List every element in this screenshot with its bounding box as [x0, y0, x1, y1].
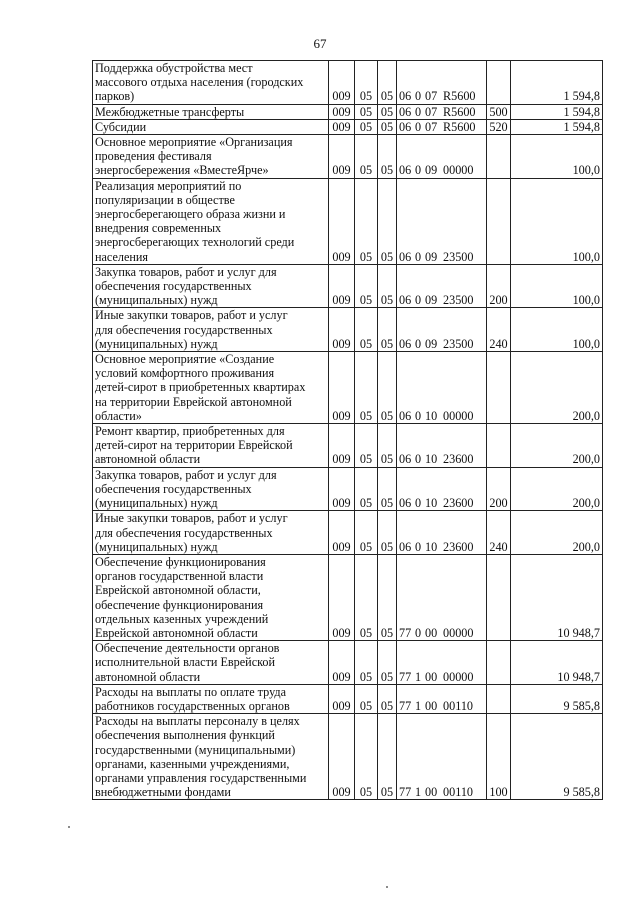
- scan-speck: [386, 886, 388, 888]
- row-name: Иные закупки товаров, работ и услуг для обеспечения государственных (муниципальных) нужд: [93, 511, 329, 555]
- amount: 10 948,7: [511, 641, 603, 685]
- admin-code: 009: [329, 264, 355, 308]
- subsection-code: 05: [378, 178, 397, 264]
- subsection-code: 05: [378, 511, 397, 555]
- target-article-code: 06 0 07 R5600: [397, 61, 487, 105]
- admin-code: 009: [329, 308, 355, 352]
- target-article-code: 77 1 00 00110: [397, 714, 487, 800]
- admin-code: 009: [329, 511, 355, 555]
- amount: 100,0: [511, 264, 603, 308]
- amount: 100,0: [511, 135, 603, 179]
- row-name: Иные закупки товаров, работ и услуг для обеспечения государственных (муниципальных) нужд: [93, 308, 329, 352]
- section-code: 05: [355, 264, 378, 308]
- section-code: 05: [355, 104, 378, 119]
- amount: 1 594,8: [511, 104, 603, 119]
- amount: 200,0: [511, 352, 603, 424]
- subsection-code: 05: [378, 554, 397, 640]
- section-code: 05: [355, 467, 378, 511]
- subsection-code: 05: [378, 264, 397, 308]
- target-article-code: 06 0 10 23600: [397, 511, 487, 555]
- subsection-code: 05: [378, 424, 397, 468]
- row-name: Ремонт квартир, приобретенных для детей-сирот на территории Еврейской автономной области: [93, 424, 329, 468]
- table-row: [93, 641, 603, 685]
- admin-code: 009: [329, 119, 355, 134]
- expense-type-code: 240: [487, 511, 511, 555]
- row-name: Закупка товаров, работ и услуг для обеспечения государственных (муниципальных) нужд: [93, 264, 329, 308]
- target-article-code: 06 0 09 23500: [397, 264, 487, 308]
- table-row: [93, 119, 603, 134]
- target-article-code: 77 1 00 00110: [397, 684, 487, 713]
- row-name: Основное мероприятие «Организация проведения фестиваля энергосбережения «ВместеЯрче»: [93, 135, 329, 179]
- target-article-code: 77 0 00 00000: [397, 554, 487, 640]
- expense-type-code: 500: [487, 104, 511, 119]
- amount: 1 594,8: [511, 119, 603, 134]
- section-code: 05: [355, 511, 378, 555]
- row-name: Расходы на выплаты персоналу в целях обеспечения выполнения функций государственными (муниципальными) органами, казенными учреждениями, органами управления государственными внебюджетными фондами: [93, 714, 329, 800]
- target-article-code: 06 0 10 23600: [397, 467, 487, 511]
- expense-type-code: 240: [487, 308, 511, 352]
- budget-table: [92, 60, 603, 800]
- admin-code: 009: [329, 424, 355, 468]
- expense-type-code: 200: [487, 467, 511, 511]
- row-name: Поддержка обустройства мест массового отдыха населения (городских парков): [93, 61, 329, 105]
- section-code: 05: [355, 424, 378, 468]
- amount: 200,0: [511, 511, 603, 555]
- amount: 200,0: [511, 467, 603, 511]
- amount: 200,0: [511, 424, 603, 468]
- table-row: [93, 714, 603, 800]
- subsection-code: 05: [378, 119, 397, 134]
- amount: 9 585,8: [511, 714, 603, 800]
- admin-code: 009: [329, 641, 355, 685]
- table-row: [93, 352, 603, 424]
- admin-code: 009: [329, 714, 355, 800]
- section-code: 05: [355, 61, 378, 105]
- expense-type-code: [487, 178, 511, 264]
- expense-type-code: [487, 135, 511, 179]
- expense-type-code: [487, 424, 511, 468]
- row-name: Обеспечение деятельности органов исполнительной власти Еврейской автономной области: [93, 641, 329, 685]
- expense-type-code: 520: [487, 119, 511, 134]
- page-number: 67: [313, 36, 327, 51]
- amount: 10 948,7: [511, 554, 603, 640]
- admin-code: 009: [329, 178, 355, 264]
- subsection-code: 05: [378, 104, 397, 119]
- table-row: [93, 684, 603, 713]
- section-code: 05: [355, 178, 378, 264]
- section-code: 05: [355, 308, 378, 352]
- subsection-code: 05: [378, 352, 397, 424]
- amount: 9 585,8: [511, 684, 603, 713]
- section-code: 05: [355, 684, 378, 713]
- subsection-code: 05: [378, 467, 397, 511]
- section-code: 05: [355, 352, 378, 424]
- row-name: Основное мероприятие «Создание условий комфортного проживания детей-сирот в приобретенных квартирах на территории Еврейской автономной области»: [93, 352, 329, 424]
- table-row: [93, 264, 603, 308]
- target-article-code: 06 0 07 R5600: [397, 119, 487, 134]
- admin-code: 009: [329, 467, 355, 511]
- target-article-code: 06 0 09 23500: [397, 308, 487, 352]
- subsection-code: 05: [378, 641, 397, 685]
- amount: 100,0: [511, 178, 603, 264]
- target-article-code: 77 1 00 00000: [397, 641, 487, 685]
- expense-type-code: 100: [487, 714, 511, 800]
- admin-code: 009: [329, 135, 355, 179]
- target-article-code: 06 0 09 23500: [397, 178, 487, 264]
- scan-speck: [68, 826, 70, 828]
- expense-type-code: [487, 61, 511, 105]
- row-name: Межбюджетные трансферты: [93, 104, 329, 119]
- row-name: Обеспечение функционирования органов государственной власти Еврейской автономной области, обеспечение функционирования отдельных казенных учреждений Еврейской автономной области: [93, 554, 329, 640]
- table-row: [93, 178, 603, 264]
- section-code: 05: [355, 119, 378, 134]
- subsection-code: 05: [378, 61, 397, 105]
- table-row: [93, 61, 603, 105]
- subsection-code: 05: [378, 135, 397, 179]
- section-code: 05: [355, 135, 378, 179]
- expense-type-code: [487, 352, 511, 424]
- section-code: 05: [355, 714, 378, 800]
- table-row: [93, 424, 603, 468]
- row-name: Реализация мероприятий по популяризации в обществе энергосберегающего образа жизни и внедрения современных энергосберегающих технологий среди населения: [93, 178, 329, 264]
- target-article-code: 06 0 10 23600: [397, 424, 487, 468]
- subsection-code: 05: [378, 684, 397, 713]
- row-name: Расходы на выплаты по оплате труда работников государственных органов: [93, 684, 329, 713]
- expense-type-code: [487, 554, 511, 640]
- target-article-code: 06 0 07 R5600: [397, 104, 487, 119]
- expense-type-code: 200: [487, 264, 511, 308]
- admin-code: 009: [329, 684, 355, 713]
- table-row: [93, 467, 603, 511]
- row-name: Субсидии: [93, 119, 329, 134]
- amount: 1 594,8: [511, 61, 603, 105]
- table-row: [93, 554, 603, 640]
- section-code: 05: [355, 554, 378, 640]
- row-name: Закупка товаров, работ и услуг для обеспечения государственных (муниципальных) нужд: [93, 467, 329, 511]
- target-article-code: 06 0 09 00000: [397, 135, 487, 179]
- amount: 100,0: [511, 308, 603, 352]
- table-row: [93, 308, 603, 352]
- admin-code: 009: [329, 104, 355, 119]
- expense-type-code: [487, 684, 511, 713]
- subsection-code: 05: [378, 714, 397, 800]
- target-article-code: 06 0 10 00000: [397, 352, 487, 424]
- subsection-code: 05: [378, 308, 397, 352]
- admin-code: 009: [329, 352, 355, 424]
- expense-type-code: [487, 641, 511, 685]
- table-row: [93, 511, 603, 555]
- section-code: 05: [355, 641, 378, 685]
- admin-code: 009: [329, 61, 355, 105]
- table-row: [93, 104, 603, 119]
- admin-code: 009: [329, 554, 355, 640]
- table-row: [93, 135, 603, 179]
